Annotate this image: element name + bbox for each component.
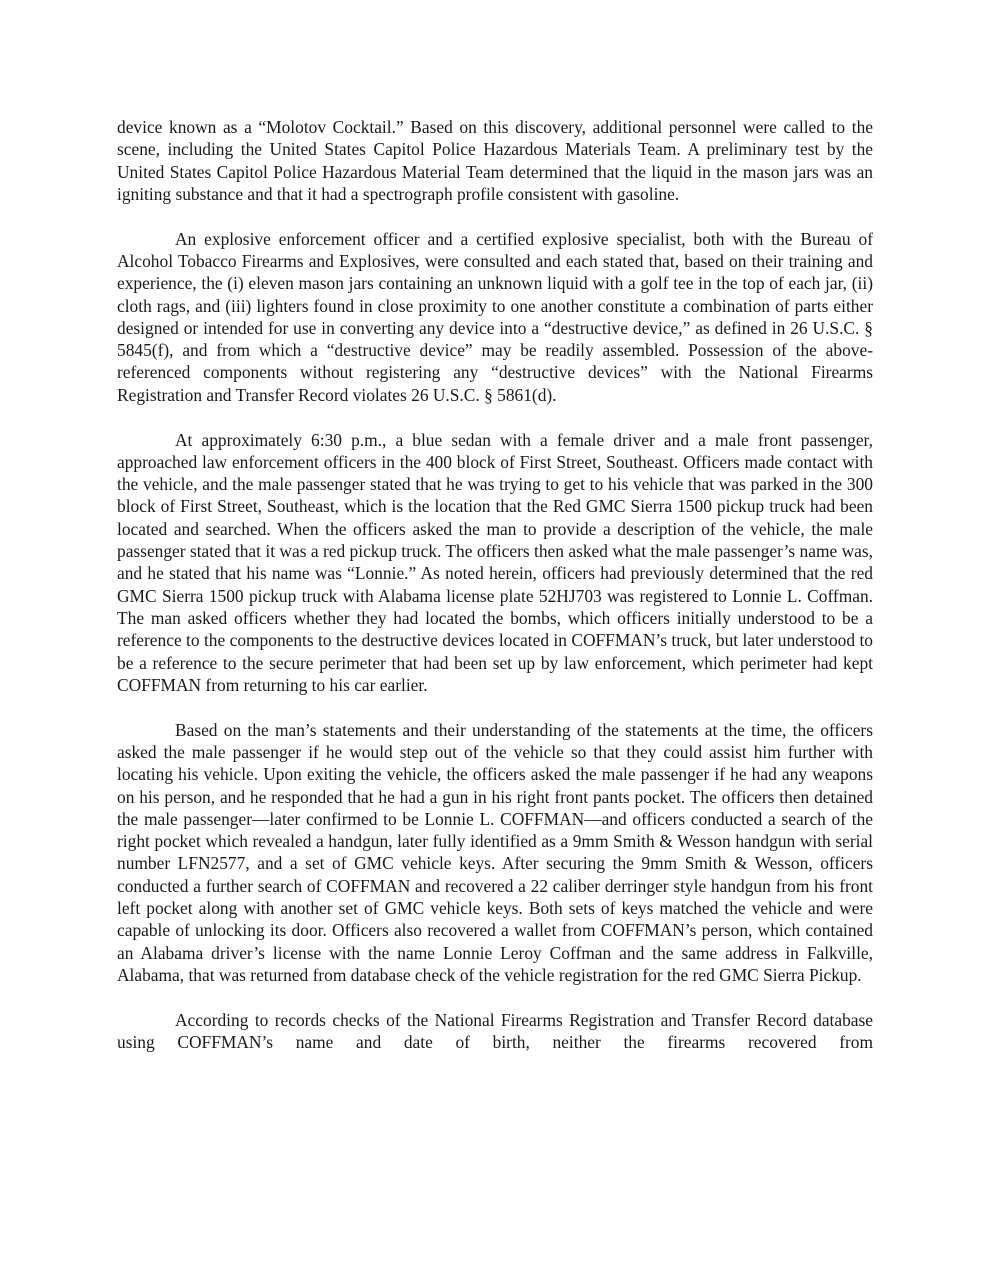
paragraph-blue-sedan: At approximately 6:30 p.m., a blue sedan with a female driver and a male front passenger, approached law enforcement officers in the 400 block of First Street, Southeast. Officers made contact with the vehicle, and the male passenger stated that he was trying to get to his vehicle that was parked in the 300 block of First Street, Southeast, which is the location that the Red GMC Sierra 1500 pickup truck had been located and searched. When the officers asked the man to provide a description of the vehicle, the male passenger stated that it was a red pickup truck. The officers then asked what the male passenger’s name was, and he stated that his name was “Lonnie.” As noted herein, officers had previously determined that the red GMC Sierra 1500 pickup truck with Alabama license plate 52HJ703 was registered to Lonnie L. Coffman. The man asked officers whether they had located the bombs, which officers initially understood to be a reference to the components to the destructive devices located in COFFMAN’s truck, but later understood to be a reference to the secure perimeter that had been set up by law enforcement, which perimeter had kept COFFMAN from returning to his car earlier.: [117, 429, 873, 695]
document-body: [117, 116, 873, 1053]
paragraph-explosive-specialist: An explosive enforcement officer and a certified explosive specialist, both with the Bureau of Alcohol Tobacco Firearms and Explosives, were consulted and each stated that, based on their training and experience, the (i) eleven mason jars containing an unknown liquid with a golf tee in the top of each jar, (ii) cloth rags, and (iii) lighters found in close proximity to one another constitute a combination of parts either designed or intended for use in converting any device into a “destructive device,” as defined in 26 U.S.C. § 5845(f), and from which a “destructive device” may be readily assembled. Possession of the above-referenced components without registering any “destructive devices” with the National Firearms Registration and Transfer Record violates 26 U.S.C. § 5861(d).: [117, 228, 873, 405]
paragraph-molotov-continuation: device known as a “Molotov Cocktail.” Based on this discovery, additional personnel were called to the scene, including the United States Capitol Police Hazardous Materials Team. A preliminary test by the United States Capitol Police Hazardous Material Team determined that the liquid in the mason jars was an igniting substance and that it had a spectrograph profile consistent with gasoline.: [117, 117, 873, 204]
paragraph-search-of-passenger: Based on the man’s statements and their understanding of the statements at the time, the officers asked the male passenger if he would step out of the vehicle so that they could assist him further with locating his vehicle. Upon exiting the vehicle, the officers asked the male passenger if he had any weapons on his person, and he responded that he had a gun in his right front pants pocket. The officers then detained the male passenger—later confirmed to be Lonnie L. COFFMAN—and officers conducted a search of the right pocket which revealed a handgun, later fully identified as a 9mm Smith & Wesson handgun with serial number LFN2577, and a set of GMC vehicle keys. After securing the 9mm Smith & Wesson, officers conducted a further search of COFFMAN and recovered a 22 caliber derringer style handgun from his front left pocket along with another set of GMC vehicle keys. Both sets of keys matched the vehicle and were capable of unlocking its door. Officers also recovered a wallet from COFFMAN’s person, which contained an Alabama driver’s license with the name Lonnie Leroy Coffman and the same address in Falkville, Alabama, that was returned from database check of the vehicle registration for the red GMC Sierra Pickup.: [117, 719, 873, 985]
paragraph-records-check: According to records checks of the National Firearms Registration and Transfer Record database using COFFMAN’s name and date of birth, neither the firearms recovered from: [117, 1009, 873, 1052]
